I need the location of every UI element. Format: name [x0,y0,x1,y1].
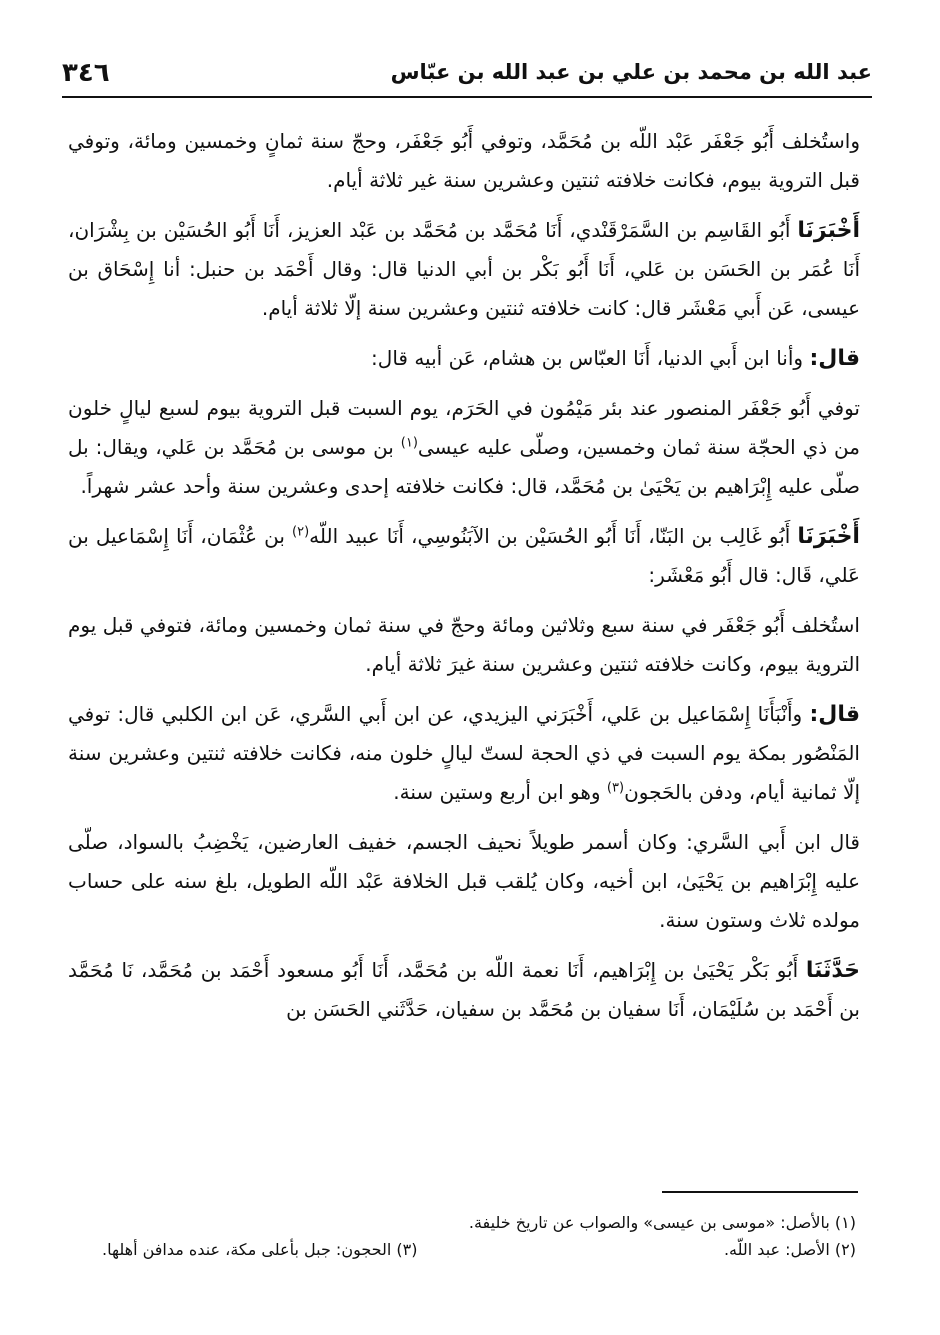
paragraph-7 [68,695,860,812]
isnad-lead-word: قال: [809,702,860,727]
paragraph-text: استُخلف أَبُو جَعْفَر في سنة سبع وثلاثين ومائة وحجّ في سنة ثمان وخمسين ومائة، فتوفي قبل يوم التروية بيوم، وكانت خلافته ثنتين وعشرين سنة غيرَ ثلاثة أيام. [68,613,860,676]
paragraph-text: توفي أَبُو جَعْفَر المنصور عند بئر مَيْمُون في الحَرَم، يوم السبت قبل التروية بيوم لسبع ليالٍ خلون من ذي الحجّة سنة ثمان وخمسين، وصلّى عليه عيسى [68,396,860,459]
footnote-divider [662,1191,858,1193]
paragraph-text: أَبُو بَكْر يَحْيَىٰ بن إِبْرَاهيم، أَنَا نعمة اللّه بن مُحَمَّد، أَنَا أَبُو مسعود أَحْمَد بن مُحَمَّد، نَا مُحَمَّد بن أَحْمَد بن سُلَيْمَان، أَنَا سفيان بن مُحَمَّد بن سفيان، حَدَّثَني الحَسَن بن [68,958,860,1021]
paragraph-6 [68,606,860,684]
paragraph-text-continued: وهو ابن أربع وستين سنة. [393,780,607,804]
paragraph-text: قال ابن أَبي السَّري: وكان أسمر طويلاً نحيف الجسم، خفيف العارضين، يَخْضِبُ بالسواد، صلّى عليه إِبْرَاهيم بن يَحْيَىٰ، ابن أخيه، وكان يُلقب قبل الخلافة عَبْد اللّه الطويل، بلغ سنه على حساب مولده ثلاث وستون سنة. [68,830,860,932]
footnote-line-1 [66,1209,856,1236]
footnote-1: (١) بالأصل: «موسى بن عيسى» والصواب عن تاريخ خليفة. [468,1213,856,1232]
paragraph-text-continued: بن موسى بن مُحَمَّد بن عَلي، ويقال: بل صلّى عليه إِبْرَاهيم بن يَحْيَىٰ بن مُحَمَّد، قال: فكانت خلافته إحدى وعشرين سنة وأحد عشر شهراً. [68,435,860,498]
footnote-3: (٣) الحجون: جبل بأعلى مكة، عنده مدافن أهلها. [102,1240,418,1259]
running-header [62,58,872,94]
isnad-lead-word: أَخْبَرَنَا [797,218,860,243]
paragraph-text: وأنا ابن أَبي الدنيا، أَنَا العبّاس بن هشام، عَن أبيه قال: [371,346,810,370]
footnote-marker-1[interactable]: (١) [400,435,418,451]
isnad-lead-word: حَدَّثَنَا [805,958,860,983]
paragraph-9 [68,951,860,1029]
paragraph-text: أَبُو القَاسِم بن السَّمَرْقَنْدي، أَنَا مُحَمَّد بن مُحَمَّد بن عَبْد العزيز، أَنَا أَبُو الحُسَيْن بن بِشْرَان، أَنَا عُمَر بن الحَسَن بن عَلي، أَنَا أَبُو بَكْر بن أبي الدنيا قال: وقال أَحْمَد بن حنبل: أنا إِسْحَاق بن عيسى، عَن أَبي مَعْشَر قال: كانت خلافته ثنتين وعشرين سنة إلّا ثلاثة أيام. [68,218,860,320]
paragraph-2 [68,211,860,328]
page-number: ٣٤٦ [62,58,110,88]
footnote-marker-3[interactable]: (٣) [606,780,625,796]
footnote-line-2 [66,1236,856,1263]
paragraph-text: واستُخلف أَبُو جَعْفَر عَبْد اللّه بن مُحَمَّد، وتوفي أَبُو جَعْفَر، وحجّ سنة ثمانٍ وخمسين ومائة، وتوفي قبل التروية بيوم، فكانت خلافته ثنتين وعشرين سنة غير ثلاثة أيام. [68,129,860,192]
paragraph-text: وأَنْبَأَنَا إِسْمَاعيل بن عَلي، أَخْبَرَني اليزيدي، عن ابن أَبي السَّري، عَن ابن الكلبي قال: توفي المَنْصُور بمكة يوم السبت في ذي الحجة لستّ ليالٍ خلون منه، فكانت خلافته ثنتين وعشرين سنة إلّا ثمانية أيام، ودفن بالحَجون [68,702,860,804]
header-divider [62,96,872,98]
paragraph-8 [68,823,860,940]
paragraph-4 [68,389,860,506]
footnotes [66,1209,856,1263]
paragraph-text: أَبُو غَالِب بن البَنّا، أَنَا أَبُو الحُسَيْن بن الآبَنُوسِي، أَنَا عبيد اللّه [309,524,798,548]
paragraph-1 [68,122,860,200]
isnad-lead-word: قال: [809,346,860,371]
paragraph-3 [68,339,860,378]
header-title: عبد الله بن محمد بن علي بن عبد الله بن عبّاس [390,60,872,84]
paragraph-text-continued: بن عُثْمَان، أَنَا إِسْمَاعيل بن عَلي، قَال: قال أَبُو مَعْشَر: [68,524,860,587]
main-text [68,122,860,1040]
paragraph-5 [68,517,860,595]
footnote-marker-2[interactable]: (٢) [292,524,310,540]
footnote-2: (٢) الأصل: عبد اللّه. [723,1240,856,1259]
isnad-lead-word: أَخْبَرَنَا [797,524,860,549]
